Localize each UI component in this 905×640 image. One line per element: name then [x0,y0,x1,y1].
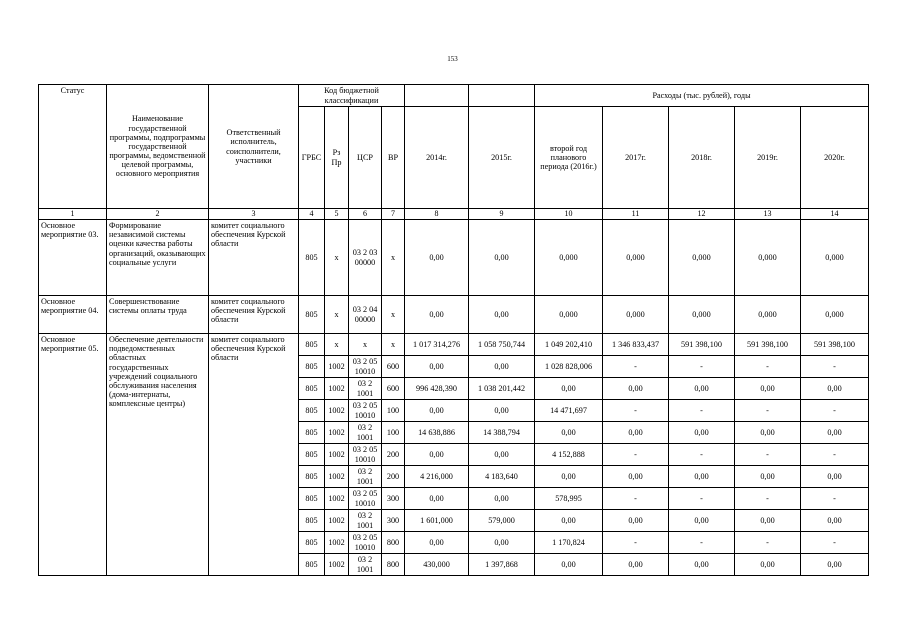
cell-csr: 03 2 03 00000 [349,220,382,296]
cell-2018: - [669,356,735,378]
cell-2015: 1 397,868 [469,554,535,576]
cell-2019: 0,00 [735,422,801,444]
cell-2020: - [801,444,869,466]
cell-2020: 0,00 [801,466,869,488]
cell-vr: 300 [382,488,405,510]
cell-2014: 4 216,000 [405,466,469,488]
row-name: Совершенствование системы оплаты труда [107,296,209,334]
header-blank-8 [405,85,469,107]
cell-2018: - [669,400,735,422]
cell-2016: 1 170,824 [535,532,603,554]
cell-2019: 0,00 [735,378,801,400]
header-csr: ЦСР [349,107,382,209]
cell-grbs: 805 [299,400,325,422]
table-row [39,334,869,356]
cell-2015: 0,00 [469,296,535,334]
cell-2019: - [735,532,801,554]
cell-2018: - [669,532,735,554]
cell-2016: 0,000 [535,220,603,296]
cell-2020: 0,00 [801,510,869,532]
cell-grbs: 805 [299,378,325,400]
cell-csr: х [349,334,382,356]
cell-2016: 4 152,888 [535,444,603,466]
cell-2018: 0,000 [669,296,735,334]
cell-2019: - [735,400,801,422]
cell-grbs: 805 [299,334,325,356]
cell-2019: - [735,356,801,378]
cell-csr: 03 2 04 00000 [349,296,382,334]
column-number: 10 [535,209,603,220]
row-executor: комитет социального обеспечения Курской области [209,220,299,296]
cell-2020: 0,00 [801,422,869,444]
header-budget-code: Код бюджетной классификации [299,85,405,107]
cell-grbs: 805 [299,532,325,554]
column-number: 8 [405,209,469,220]
cell-2019: 0,00 [735,510,801,532]
table-row [39,296,869,334]
cell-2020: 0,00 [801,378,869,400]
cell-vr: 600 [382,356,405,378]
cell-2015: 1 058 750,744 [469,334,535,356]
cell-2018: 0,00 [669,466,735,488]
cell-2015: 0,00 [469,488,535,510]
cell-2018: 0,00 [669,422,735,444]
cell-2018: 591 398,100 [669,334,735,356]
cell-2020: - [801,356,869,378]
cell-2016: 0,00 [535,510,603,532]
cell-rzpr: 1002 [325,422,349,444]
column-number: 6 [349,209,382,220]
cell-2015: 0,00 [469,532,535,554]
cell-2017: - [603,400,669,422]
cell-2017: 0,00 [603,378,669,400]
cell-grbs: 805 [299,220,325,296]
cell-2016: 1 049 202,410 [535,334,603,356]
column-number: 2 [107,209,209,220]
cell-2014: 1 017 314,276 [405,334,469,356]
header-2019: 2019г. [735,107,801,209]
cell-rzpr: 1002 [325,356,349,378]
cell-2015: 579,000 [469,510,535,532]
cell-2017: 0,000 [603,220,669,296]
cell-rzpr: 1002 [325,488,349,510]
cell-2014: 0,00 [405,444,469,466]
column-number: 7 [382,209,405,220]
cell-2019: - [735,444,801,466]
cell-rzpr: 1002 [325,444,349,466]
cell-csr: 03 2 1001 [349,510,382,532]
column-number: 1 [39,209,107,220]
cell-vr: 800 [382,554,405,576]
cell-grbs: 805 [299,554,325,576]
header-2020: 2020г. [801,107,869,209]
cell-rzpr: 1002 [325,400,349,422]
cell-vr: 200 [382,444,405,466]
cell-vr: х [382,296,405,334]
cell-2015: 0,00 [469,220,535,296]
cell-csr: 03 2 1001 [349,422,382,444]
cell-2017: - [603,488,669,510]
cell-2014: 430,000 [405,554,469,576]
row-name: Обеспечение деятельности подведомственных областных государственных учреждений социального обслуживания населения (дома-интернаты, комплексные центры) [107,334,209,576]
column-number: 13 [735,209,801,220]
cell-2014: 1 601,000 [405,510,469,532]
cell-2017: - [603,532,669,554]
header-grbs: ГРБС [299,107,325,209]
row-status: Основное мероприятие 05. [39,334,107,576]
column-number: 14 [801,209,869,220]
column-number: 5 [325,209,349,220]
header-status: Статус [39,85,107,209]
cell-2020: 0,000 [801,220,869,296]
cell-2014: 0,00 [405,488,469,510]
cell-grbs: 805 [299,510,325,532]
header-2015: 2015г. [469,107,535,209]
cell-2016: 0,00 [535,378,603,400]
cell-2020: - [801,532,869,554]
header-name: Наименование государственной программы, подпрограммы государственной программы, ведомственной целевой программы, основного мероприятия [107,85,209,209]
cell-2020: - [801,488,869,510]
row-status: Основное мероприятие 04. [39,296,107,334]
cell-2014: 0,00 [405,356,469,378]
cell-csr: 03 2 05 10010 [349,532,382,554]
cell-2020: 0,000 [801,296,869,334]
row-executor: комитет социального обеспечения Курской области [209,296,299,334]
cell-2014: 996 428,390 [405,378,469,400]
column-number: 11 [603,209,669,220]
header-2017: 2017г. [603,107,669,209]
row-executor: комитет социального обеспечения Курской области [209,334,299,576]
cell-rzpr: х [325,220,349,296]
cell-csr: 03 2 1001 [349,554,382,576]
header-expenses: Расходы (тыс. рублей), годы [535,85,869,107]
cell-2015: 1 038 201,442 [469,378,535,400]
cell-2014: 0,00 [405,220,469,296]
cell-vr: 100 [382,422,405,444]
cell-2019: 0,000 [735,296,801,334]
cell-2019: - [735,488,801,510]
cell-csr: 03 2 05 10010 [349,400,382,422]
cell-2015: 4 183,640 [469,466,535,488]
cell-2014: 0,00 [405,400,469,422]
cell-2017: 1 346 833,437 [603,334,669,356]
budget-table-wrapper [38,84,869,576]
cell-csr: 03 2 1001 [349,466,382,488]
cell-2016: 14 471,697 [535,400,603,422]
header-executor: Ответственный исполнитель, соисполнители, участники [209,85,299,209]
cell-2017: 0,00 [603,422,669,444]
cell-csr: 03 2 05 10010 [349,488,382,510]
cell-2016: 0,00 [535,466,603,488]
cell-2015: 14 388,794 [469,422,535,444]
cell-vr: 200 [382,466,405,488]
table-row [39,220,869,296]
cell-2016: 0,00 [535,554,603,576]
row-name: Формирование независимой системы оценки качества работы организаций, оказывающих социальные услуги [107,220,209,296]
cell-2019: 0,00 [735,554,801,576]
header-2014: 2014г. [405,107,469,209]
header-rzpr: Рз Пр [325,107,349,209]
cell-2016: 1 028 828,006 [535,356,603,378]
header-vr: ВР [382,107,405,209]
cell-grbs: 805 [299,466,325,488]
cell-2020: - [801,400,869,422]
cell-csr: 03 2 05 10010 [349,356,382,378]
cell-2014: 0,00 [405,296,469,334]
cell-2016: 0,000 [535,296,603,334]
cell-csr: 03 2 05 10010 [349,444,382,466]
cell-2016: 578,995 [535,488,603,510]
cell-2020: 591 398,100 [801,334,869,356]
cell-2018: 0,00 [669,554,735,576]
cell-2014: 14 638,886 [405,422,469,444]
cell-vr: 600 [382,378,405,400]
column-number: 9 [469,209,535,220]
cell-rzpr: 1002 [325,466,349,488]
cell-rzpr: 1002 [325,510,349,532]
cell-2017: - [603,444,669,466]
column-number: 12 [669,209,735,220]
cell-rzpr: х [325,296,349,334]
cell-vr: 100 [382,400,405,422]
cell-2018: - [669,444,735,466]
cell-grbs: 805 [299,488,325,510]
column-number: 4 [299,209,325,220]
cell-grbs: 805 [299,422,325,444]
cell-2014: 0,00 [405,532,469,554]
cell-2019: 0,00 [735,466,801,488]
budget-table [38,84,869,576]
cell-rzpr: 1002 [325,532,349,554]
cell-grbs: 805 [299,356,325,378]
cell-2017: 0,000 [603,296,669,334]
cell-rzpr: 1002 [325,554,349,576]
cell-grbs: 805 [299,444,325,466]
cell-vr: х [382,220,405,296]
header-2016: второй год планового периода (2016г.) [535,107,603,209]
page-number: 153 [447,55,458,63]
cell-2018: - [669,488,735,510]
cell-rzpr: 1002 [325,378,349,400]
cell-2015: 0,00 [469,400,535,422]
cell-2017: 0,00 [603,466,669,488]
cell-2016: 0,00 [535,422,603,444]
cell-2019: 0,000 [735,220,801,296]
row-status: Основное мероприятие 03. [39,220,107,296]
cell-vr: 800 [382,532,405,554]
cell-2018: 0,00 [669,378,735,400]
cell-2015: 0,00 [469,356,535,378]
cell-2017: 0,00 [603,554,669,576]
cell-vr: 300 [382,510,405,532]
header-blank-9 [469,85,535,107]
column-number: 3 [209,209,299,220]
cell-rzpr: х [325,334,349,356]
cell-2019: 591 398,100 [735,334,801,356]
cell-2018: 0,00 [669,510,735,532]
cell-2015: 0,00 [469,444,535,466]
cell-2020: 0,00 [801,554,869,576]
cell-grbs: 805 [299,296,325,334]
cell-2017: - [603,356,669,378]
cell-2018: 0,000 [669,220,735,296]
cell-2017: 0,00 [603,510,669,532]
cell-csr: 03 2 1001 [349,378,382,400]
cell-vr: х [382,334,405,356]
header-2018: 2018г. [669,107,735,209]
